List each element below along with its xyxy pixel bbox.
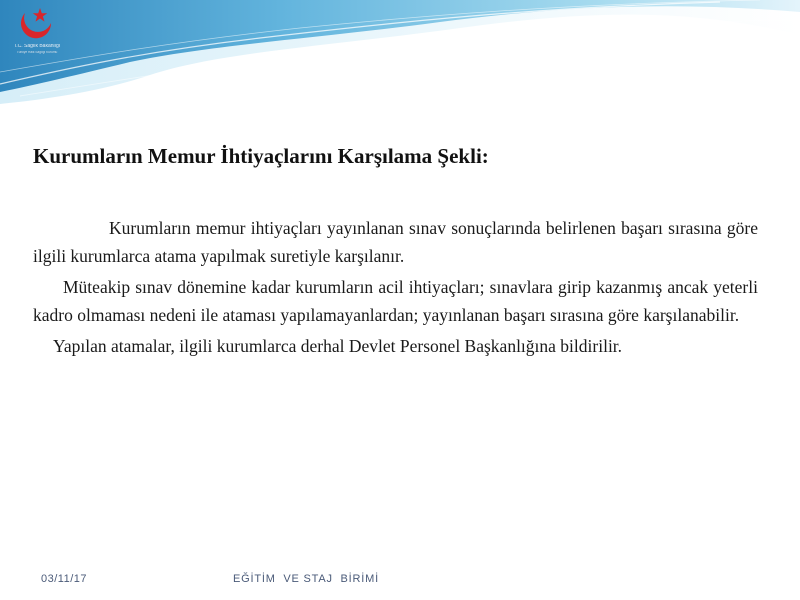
logo-title: T.C. Sağlık Bakanlığı [13,44,61,49]
slide-title: Kurumların Memur İhtiyaçlarını Karşılama Şekli: [33,144,489,168]
footer-unit-name: EĞİTİM VE STAJ BİRİMİ [233,573,379,585]
footer-date: 03/11/17 [41,573,88,585]
paragraph-1: Kurumların memur ihtiyaçları yayınlanan sınav sonuçlarında belirlenen başarı sırasına göre ilgili kurumlarca atama yapılmak suretiyle karşılanır. [33,218,758,266]
ministry-logo [6,4,68,64]
logo-subtitle: Türkiye Halk Sağlığı Kurumu [16,51,58,54]
paragraph-2: Müteakip sınav dönemine kadar kurumların acil ihtiyaçları; sınavlara girip kazanmış ancak yeterli kadro olmaması nedeni ile ataması yapılamayanlardan; yayınlanan başarı sırasına göre karşılanabilir. [33,277,758,325]
body-text [33,214,758,363]
paragraph-3: Yapılan atamalar, ilgili kurumlarca derhal Devlet Personel Başkanlığına bildirilir. [53,336,623,356]
header-wave-decoration [0,0,800,110]
crescent-star-icon [6,4,68,44]
